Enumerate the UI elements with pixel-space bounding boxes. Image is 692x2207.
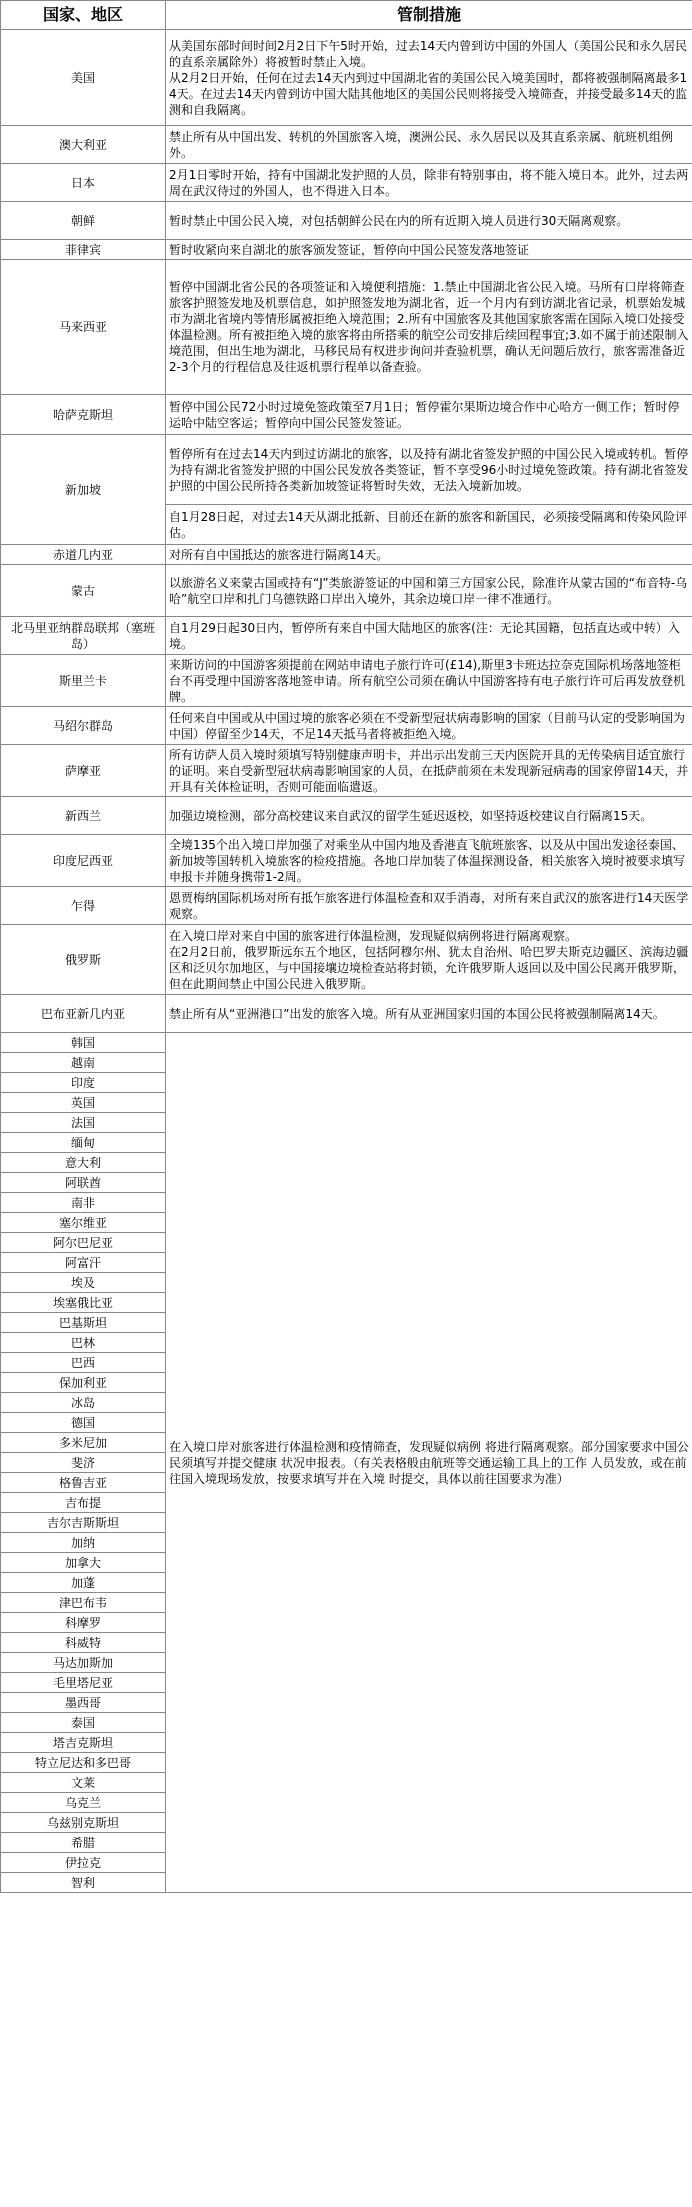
- table-row: [1, 260, 692, 395]
- table-row: [1, 797, 692, 835]
- table-row: [1, 565, 692, 617]
- country-cell: 泰国: [1, 1713, 166, 1733]
- country-cell: 吉布提: [1, 1493, 166, 1513]
- measure-cell: 暂停所有在过去14天内到过访湖北的旅客，以及持有湖北省签发护照的中国公民入境或转机。暂停为持有湖北省签发护照的中国公民发放各类签证，暂不享受96小时过境免签政策。持有湖北省签发护照的中国公民所持各类新加坡签证将暂时失效，无法入境新加坡。: [166, 435, 692, 505]
- country-cell: 墨西哥: [1, 1693, 166, 1713]
- measure-cell: 2月1日零时开始，持有中国湖北发护照的人员，除非有特别事由，将不能入境日本。此外，过去两周在武汉待过的外国人，也不得进入日本。: [166, 164, 692, 202]
- measure-cell: 加强边境检测，部分高校建议来自武汉的留学生延迟返校，如坚持返校建议自行隔离15天。: [166, 797, 692, 835]
- country-cell: 乍得: [1, 887, 166, 925]
- measure-cell: 来斯访问的中国游客须提前在网站申请电子旅行许可(£14),斯里3卡班达拉奈克国际机场落地签柜台不再受理中国游客落地签申请。所有航空公司须在确认中国游客持有电子旅行许可后再发放登机牌。: [166, 655, 692, 707]
- table-row: [1, 395, 692, 435]
- country-cell: 俄罗斯: [1, 925, 166, 995]
- table-row: [1, 617, 692, 655]
- country-cell: 巴基斯坦: [1, 1313, 166, 1333]
- measure-cell: 以旅游名义来蒙古国或持有“J”类旅游签证的中国和第三方国家公民，除准许从蒙古国的“布音特-乌哈”航空口岸和扎门乌德铁路口岸出入境外，其余边境口岸一律不准通行。: [166, 565, 692, 617]
- country-cell: 马来西亚: [1, 260, 166, 395]
- country-cell: 哈萨克斯坦: [1, 395, 166, 435]
- country-cell: 吉尔吉斯斯坦: [1, 1513, 166, 1533]
- country-cell: 北马里亚纳群岛联邦（塞班岛）: [1, 617, 166, 655]
- country-cell: 印度尼西亚: [1, 835, 166, 887]
- table-row: [1, 126, 692, 164]
- measure-cell: 暂停中国湖北省公民的各项签证和入境便利措施：1.禁止中国湖北省公民入境。马所有口岸将筛查旅客护照签发地及机票信息，如护照签发地为湖北省，近一个月内有到访湖北省记录，机票始发城市为湖北省境内等情形属被拒绝入境范围；2.所有中国旅客及其他国家旅客需在国际入境口处接受体温检测。所有被拒绝入境的旅客将由所搭乘的航空公司安排后续回程事宜;3.如不属于前述限制入境范围，但出生地为湖北，马移民局有权进步询问并查验机票，确认无问题后放行，旅客需准备近2-3个月的行程信息及往返机票行程单以备查验。: [166, 260, 692, 395]
- country-cell: 多米尼加: [1, 1433, 166, 1453]
- table-row: [1, 202, 692, 240]
- country-cell: 德国: [1, 1413, 166, 1433]
- measure-cell: 禁止所有从中国出发、转机的外国旅客入境，澳洲公民、永久居民以及其直系亲属、航班机组例外。: [166, 126, 692, 164]
- measure-cell: 自1月29日起30日内，暂停所有来自中国大陆地区的旅客(注：无论其国籍，包括直达或中转）入境。: [166, 617, 692, 655]
- country-cell: 塔吉克斯坦: [1, 1733, 166, 1753]
- country-cell: 法国: [1, 1113, 166, 1133]
- table-row: [1, 835, 692, 887]
- country-cell: 英国: [1, 1093, 166, 1113]
- country-cell: 菲律宾: [1, 240, 166, 260]
- country-cell: 科摩罗: [1, 1613, 166, 1633]
- measure-cell: 暂停中国公民72小时过境免签政策至7月1日；暂停霍尔果斯边境合作中心哈方一侧工作；暂时停运哈中陆空客运；暂停向中国公民签发签证。: [166, 395, 692, 435]
- measure-cell: 禁止所有从“亚洲港口”出发的旅客入境。所有从亚洲国家归国的本国公民将被强制隔离14天。: [166, 995, 692, 1033]
- measure-cell: 全境135个出入境口岸加强了对乘坐从中国内地及香港直飞航班旅客、以及从中国出发途径泰国、新加坡等国转机入境旅客的检疫措施。各地口岸加装了体温探测设备，相关旅客入境时被要求填写申报卡并随身携带1-2周。: [166, 835, 692, 887]
- country-cell: 加纳: [1, 1533, 166, 1553]
- country-cell: 缅甸: [1, 1133, 166, 1153]
- country-cell: 印度: [1, 1073, 166, 1093]
- country-cell: 南非: [1, 1193, 166, 1213]
- country-cell: 新西兰: [1, 797, 166, 835]
- country-cell: 希腊: [1, 1833, 166, 1853]
- country-cell: 格鲁吉亚: [1, 1473, 166, 1493]
- table-row: [1, 655, 692, 707]
- country-cell: 韩国: [1, 1033, 166, 1053]
- country-cell: 埃及: [1, 1273, 166, 1293]
- country-cell: 蒙古: [1, 565, 166, 617]
- country-cell: 乌克兰: [1, 1793, 166, 1813]
- measure-cell: 从美国东部时间时间2月2日下午5时开始，过去14天内曾到访中国的外国人（美国公民和永久居民的直系亲属除外）将被暂时禁止入境。 从2月2日开始，任何在过去14天内到过中国湖北省的美国公民入境美国时，都将被强制隔离最多14天。在过去14天内曾到访中国大陆其他地区的美国公民则将接受入境筛查，并接受最多14天的监测和自我隔离。: [166, 30, 692, 126]
- country-cell: 巴西: [1, 1353, 166, 1373]
- country-cell: 伊拉克: [1, 1853, 166, 1873]
- country-cell: 加拿大: [1, 1553, 166, 1573]
- country-cell: 萨摩亚: [1, 745, 166, 797]
- country-cell: 阿富汗: [1, 1253, 166, 1273]
- country-cell: 津巴布韦: [1, 1593, 166, 1613]
- table-row: [1, 545, 692, 565]
- country-cell: 特立尼达和多巴哥: [1, 1753, 166, 1773]
- country-cell: 乌兹别克斯坦: [1, 1813, 166, 1833]
- country-cell: 赤道几内亚: [1, 545, 166, 565]
- measure-cell: 任何来自中国或从中国过境的旅客必须在不受新型冠状病毒影响的国家（目前马认定的受影响国为中国）停留至少14天，不足14天抵马者将被拒绝入境。: [166, 707, 692, 745]
- measure-cell: 自1月28日起，对过去14天从湖北抵新、目前还在新的旅客和新国民，必须接受隔离和传染风险评估。: [166, 505, 692, 545]
- country-cell: 阿联酋: [1, 1173, 166, 1193]
- country-cell: 阿尔巴尼亚: [1, 1233, 166, 1253]
- table-row: [1, 745, 692, 797]
- header-measures: 管制措施: [166, 1, 692, 30]
- measure-cell: 恩贾梅纳国际机场对所有抵乍旅客进行体温检查和双手消毒，对所有来自武汉的旅客进行14天医学观察。: [166, 887, 692, 925]
- table-body: [1, 30, 692, 1893]
- table-header: [1, 1, 692, 30]
- country-cell: 文莱: [1, 1773, 166, 1793]
- table-row: [1, 887, 692, 925]
- country-cell: 毛里塔尼亚: [1, 1673, 166, 1693]
- country-cell: 朝鲜: [1, 202, 166, 240]
- table-row: [1, 240, 692, 260]
- country-cell: 越南: [1, 1053, 166, 1073]
- country-cell: 巴林: [1, 1333, 166, 1353]
- country-cell: 马绍尔群岛: [1, 707, 166, 745]
- header-country: 国家、地区: [1, 1, 166, 30]
- table-row: [1, 707, 692, 745]
- country-cell: 塞尔维亚: [1, 1213, 166, 1233]
- country-cell: 意大利: [1, 1153, 166, 1173]
- measure-cell: 暂时收紧向来自湖北的旅客颁发签证，暂停向中国公民签发落地签证: [166, 240, 692, 260]
- country-cell: 保加利亚: [1, 1373, 166, 1393]
- table-row: [1, 1033, 692, 1053]
- table-row: [1, 30, 692, 126]
- country-cell: 加蓬: [1, 1573, 166, 1593]
- table-row: [1, 995, 692, 1033]
- shared-measure-cell: 在入境口岸对旅客进行体温检测和疫情筛查，发现疑似病例 将进行隔离观察。部分国家要求中国公民须填写并提交健康 状况申报表。（有关表格般由航班等交通运输工具上的工作 人员发放，或在前往国入境现场发放，按要求填写并在入境 时提交，具体以前往国要求为准）: [166, 1033, 692, 1893]
- measure-cell: 在入境口岸对来自中国的旅客进行体温检测，发现疑似病例将进行隔离观察。 在2月2日前，俄罗斯远东五个地区，包括阿穆尔州、犹太自治州、哈巴罗夫斯克边疆区、滨海边疆区和泛贝尔加地区，与中国接壤边境检查站将封锁，允许俄罗斯人返回以及中国公民离开俄罗斯，但在此期间禁止中国公民进入俄罗斯。: [166, 925, 692, 995]
- country-cell: 冰岛: [1, 1393, 166, 1413]
- country-cell: 澳大利亚: [1, 126, 166, 164]
- measure-cell: 暂时禁止中国公民入境，对包括朝鲜公民在内的所有近期入境人员进行30天隔离观察。: [166, 202, 692, 240]
- table-row: [1, 164, 692, 202]
- table-row: [1, 925, 692, 995]
- country-cell: 新加坡: [1, 435, 166, 545]
- country-cell: 马达加斯加: [1, 1653, 166, 1673]
- country-cell: 斐济: [1, 1453, 166, 1473]
- country-cell: 巴布亚新几内亚: [1, 995, 166, 1033]
- measure-cell: 对所有自中国抵达的旅客进行隔离14天。: [166, 545, 692, 565]
- country-cell: 埃塞俄比亚: [1, 1293, 166, 1313]
- country-cell: 科威特: [1, 1633, 166, 1653]
- table-row: [1, 435, 692, 505]
- measure-cell: 所有访萨人员入境时须填写特别健康声明卡，并出示出发前三天内医院开具的无传染病目适宜旅行的证明。来自受新型冠状病毒影响国家的人员，在抵萨前须在未发现新冠病毒的国家停留14天，并开具有关体检证明，否则可能面临遣返。: [166, 745, 692, 797]
- country-cell: 美国: [1, 30, 166, 126]
- country-cell: 日本: [1, 164, 166, 202]
- country-cell: 斯里兰卡: [1, 655, 166, 707]
- country-cell: 智利: [1, 1873, 166, 1893]
